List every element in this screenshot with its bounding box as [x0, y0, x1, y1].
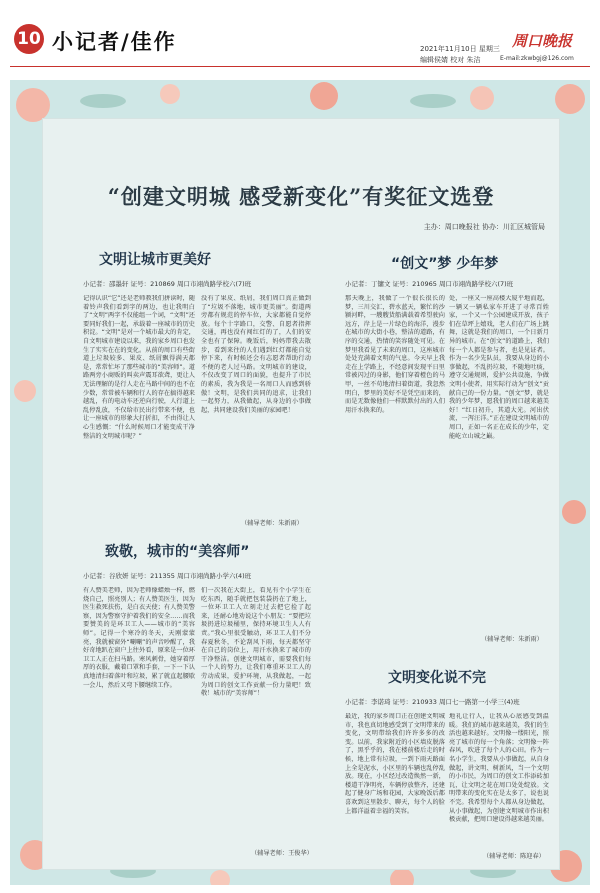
article-mentor: （辅导老师：朱新雨）	[241, 520, 303, 527]
article-byline: 小记者：丁镛文 证号：210965 周口市翊尚路学校六(7)班	[345, 280, 514, 288]
flower-decoration	[14, 380, 36, 402]
flower-decoration	[310, 82, 338, 110]
article-title: 文明变化说不完	[388, 670, 486, 686]
article-title: 致敬，城市的“美容师”	[105, 544, 250, 560]
leaf-decoration	[410, 94, 456, 108]
leaf-decoration	[80, 94, 126, 108]
article-body: 记得认识“它”还是老师教我们拼读时，随着铃声我们看到字的两边，也让我明白了“文明”两字不仅能组一个词，“文明”还要同好我们一起，承载着一座城市的历史积淀。“文明”是对一个城市最大的肯定，自文明城市建设以来，我的家乡周口也发生了实实在在的变化。从前的周口有些街道上垃圾较多、果皮、纸屑飘得满天都是，常常忙坏了那些城市的“美容师”。道路两旁小商贩的叫卖声震耳欲聋，更让人无法理解的是行人走在马路中间的也不在少数，常常被车辆和行人的存在搞得越来越乱，有的电动车还逆向行驶，人行道上乱停乱放，不仅给市民出行带来不便，也让一座城市的形象大打折扣，不由得让人心生感慨：“什么时候周口才能变成干净整洁的文明城市呢？”	[83, 295, 195, 440]
feature-sponsor: 主办：周口晚报社 协办：川汇区城管局	[423, 223, 545, 231]
article-byline: 小记者：邵墨轩 证号：210869 周口市翊尚路学校六(7)班	[83, 280, 252, 288]
article-mentor: （辅导老师：王俊华）	[251, 850, 313, 857]
flower-decoration	[562, 500, 586, 524]
article-title: 文明让城市更美好	[99, 252, 211, 268]
article-byline: 小记者：谷欣妍 证号：211355 周口市翊尚路小学六(4)班	[83, 572, 252, 580]
feature-title: “创建文明城 感受新变化”有奖征文选登	[107, 184, 495, 209]
issue-date: 2021年11月10日 星期三	[420, 45, 500, 53]
flower-decoration	[390, 868, 414, 885]
article-mentor: （辅导老师：陈迎春）	[483, 853, 545, 860]
page-number-badge: 10	[14, 24, 44, 54]
article-mentor: （辅导老师：朱新雨）	[481, 636, 543, 643]
flower-decoration	[16, 88, 50, 122]
feature-frame	[10, 80, 590, 885]
section-title: 小记者/佳作	[52, 29, 177, 54]
flower-decoration	[555, 84, 585, 114]
newspaper-logo: 周口晚报	[512, 32, 573, 50]
article-byline: 小记者：李诺琦 证号：210933 周口七一路第一小学三(4)班	[345, 698, 520, 706]
article-title: “创文”梦 少年梦	[391, 256, 499, 272]
article-body: 地礼让行人，让我从心底感受到温暖。我们的城市越来越美，我们的生活也越来越好。文明像一缕阳光，照亮了城市的每一个角落；文明像一阵春风，吹进了每个人的心田。作为一名小学生，我要从小事做起，从自身做起，讲文明、树新风，当一个文明的小市民，为周口的创文工作添砖加瓦，让文明之花在周口处处绽放。文明带来的变化实在是太多了，说也说不完。我希望每个人都从身边做起，从小事做起，为创建文明城市作出积极贡献，把周口建设得越来越美丽。	[449, 713, 549, 824]
flower-decoration	[470, 86, 494, 110]
flower-decoration	[210, 870, 230, 885]
article-body: 处，一座又一座高楼大厦平地而起，一辆又一辆私家车开进了寻常百姓家，一个又一个公园建成开放，孩子们在草坪上嬉戏，老人们在广场上跳舞，这就是我们的周口，一个日新月异的城市。在“创文”的道路上，我们每一个人都是参与者，也是见证者。作为一名少先队员，我要从身边的小事做起，不乱扔垃圾，不随地吐痰，遵守交通规则，爱护公共设施，争做文明小使者，用实际行动为“创文”贡献自己的一份力量。“创文”梦，就是我的少年梦，愿我们的周口越来越美好！“红日初升，其道大光。河出伏流，一泻汪洋。”正在建设文明城市的周口，正如一名正在成长的少年，定能屹立山城之巅。	[449, 295, 549, 440]
contact-email: E-mail:zkwbgj@126.com	[500, 55, 574, 62]
article-body: 最近，我的家乡周口正在创建文明城市，我也真切地感受到了文明带来的变化，文明带给我们许许多多的改变。以前，我家附近的小区墙皮脱落了，黑乎乎的，我在楼前楼后走的时候，地上常有垃圾，一到下雨天路面上全是泥水，小区里的车辆也乱停乱放。现在，小区经过改造焕然一新，楼道干净明亮，车辆停放整齐，还建起了健身广场和花园，大家晚饭后都喜欢到这里散步、聊天，每个人的脸上都洋溢着幸福的笑容。	[345, 713, 445, 815]
article-body: 那天晚上，我做了一个很长很长的梦，三川交汇，碧水蓝天，繁忙的沙颍河畔，一艘艘货船满载着希望驶向远方，岸上是一片绿色的海洋，漫步在城市的大街小巷，整洁的道路，有序的交通，热情的笑容随处可见。在梦里我看见了未来的周口，这座城市处处充满着文明的气息。今天早上我走在上学路上，不经意间发现平日里常被闪过的身影，他们穿着橙色的马甲，一丝不苟地清扫着街道，我忽然明白，梦里的美好不是凭空而来的，而是无数像他们一样默默付出的人们用汗水换来的。	[345, 295, 445, 414]
article-body: 没有了果皮、纸屑，我们周口真正做到了“垃圾不落地、城市更美丽”。街道两旁都有规范的停车位，大家都能自觉停放。每个十字路口，交警、自愿者指挥交通，再也没有闯红灯的了，人们的安全也有了保障。晚饭后，妈妈带我去散步，看到来往的人们遇到红灯都能自觉停下来，有时候还会有志愿者帮助行动不便的老人过马路。文明城市的建设，不仅改变了周口的面貌，也提升了市民的素质，我为我是一名周口人而感到骄傲！文明，是我们共同的追求，让我们一起努力，从我做起，从身边的小事做起，共同建设我们美丽的家园吧！	[201, 295, 311, 414]
article-body: 们一次我在大街上，看见有个小学生在吃东西，随手就把包装袋扔在了地上，一位环卫工人立刻走过去把它捡了起来，还耐心地劝说这个小朋友：“要把垃圾扔进垃圾桶里，保持环境卫生人人有责。”我心里很受触动，环卫工人们不分春夏秋冬，不论刮风下雨，每天都坚守在自己的岗位上，用汗水换来了城市的干净整洁。创建文明城市，需要我们每一个人的努力，让我们尊重环卫工人的劳动成果，爱护环境，从我做起，一起为周口的创文工作贡献一份力量吧！致敬！城市的“美容师”！	[201, 587, 311, 698]
feature-panel	[42, 118, 560, 870]
editor-credits: 编辑侯婧 校对 朱洁	[420, 56, 481, 64]
header-divider	[10, 66, 590, 67]
flower-decoration	[160, 84, 180, 104]
page-header	[0, 0, 600, 70]
article-body: 有人赞美老师，因为老师像蜡烛一样，燃烧自己，照亮别人；有人赞美医生，因为医生救死扶伤，是白衣天使；有人赞美警察，因为警察守护着我们的安全……而我要赞美的是环卫工人——城市的“美容师”。记得一个寒冷的冬天，天刚蒙蒙亮，我就被窗外“唰唰”的声音吵醒了，我好奇地趴在窗户上往外看，原来是一位环卫工人正在扫马路。寒风刺骨，她穿着厚厚的衣服，戴着口罩和手套，一下一下认真地清扫着落叶和垃圾，累了就直起腰歇一会儿，然后又弯下腰继续工作。	[83, 587, 195, 689]
